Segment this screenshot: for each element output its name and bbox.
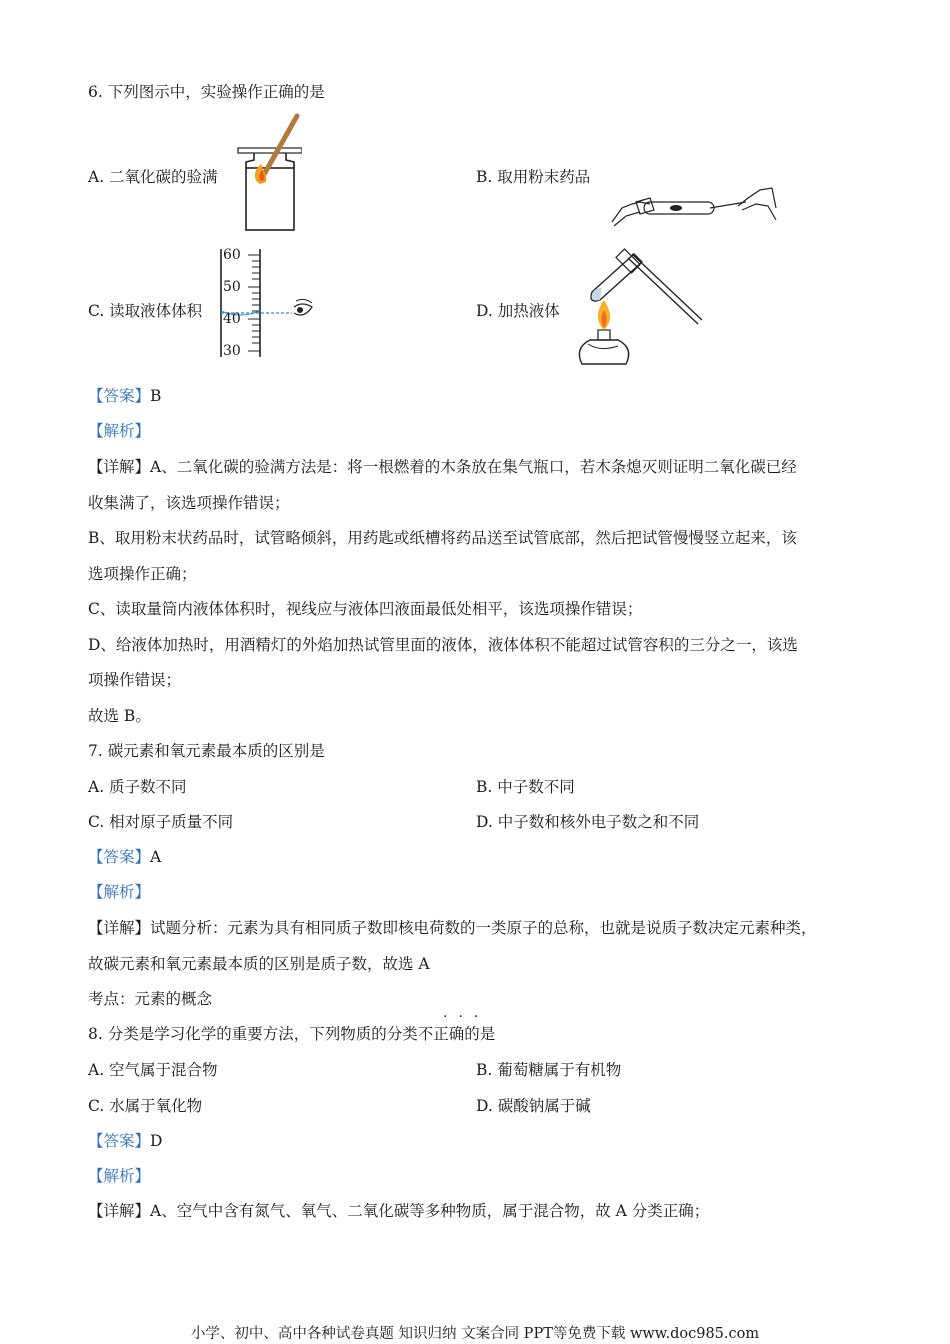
q8-option-d: D. 碳酸钠属于碱 <box>476 1097 591 1115</box>
q7-answer <box>88 847 161 867</box>
q6-option-a: A. 二氧化碳的验满 <box>88 168 218 186</box>
answer-tag: 【答案】 <box>88 1132 151 1150</box>
detail-text: A、空气中含有氮气、氧气、二氧化碳等多种物质，属于混合物，故 A 分类正确； <box>150 1202 710 1220</box>
q6-detail-line: 故选 B。 <box>88 707 151 725</box>
q6-detail-line: 选项操作正确； <box>88 565 197 583</box>
test-tube-powder-figure <box>610 180 780 230</box>
q8-detail-line <box>88 1201 709 1221</box>
answer-value: D <box>150 1132 163 1150</box>
q8-stem: 8. 分类是学习化学的重要方法，下列物质的分类不正确的是 <box>88 1025 496 1043</box>
graduated-cylinder-figure <box>218 245 328 363</box>
q7-option-d: D. 中子数和核外电子数之和不同 <box>476 813 700 831</box>
q8-option-c: C. 水属于氧化物 <box>88 1097 203 1115</box>
q7-detail-line: 考点：元素的概念 <box>88 990 213 1008</box>
emphasis-dots: ··· <box>443 1009 490 1025</box>
q8-option-b: B. 葡萄糖属于有机物 <box>476 1061 622 1079</box>
q7-detail-line <box>88 918 817 938</box>
q7-option-c: C. 相对原子质量不同 <box>88 813 234 831</box>
q8-answer <box>88 1131 162 1151</box>
detail-text: A、二氧化碳的验满方法是：将一根燃着的木条放在集气瓶口，若木条熄灭则证明二氧化碳已经 <box>150 458 797 476</box>
detail-tag: 【详解】 <box>88 458 151 476</box>
alcohol-lamp-figure <box>570 248 710 368</box>
detail-text: 试题分析：元素为具有相同质子数即核电荷数的一类原子的总称，也就是说质子数决定元素种类， <box>150 919 817 937</box>
q7-option-b: B. 中子数不同 <box>476 778 575 796</box>
q6-analysis-tag: 【解析】 <box>88 422 151 440</box>
q7-option-a: A. 质子数不同 <box>88 778 187 796</box>
detail-tag: 【详解】 <box>88 919 151 937</box>
q6-option-c: C. 读取液体体积 <box>88 302 203 320</box>
q6-detail-line: C、读取量筒内液体体积时，视线应与液体凹液面最低处相平，该选项操作错误； <box>88 600 643 618</box>
q7-stem: 7. 碳元素和氧元素最本质的区别是 <box>88 742 325 760</box>
q6-option-b: B. 取用粉末药品 <box>476 168 591 186</box>
cylinder-tick-40: 40 <box>223 311 241 327</box>
gas-jar-figure <box>232 112 302 234</box>
q8-option-a: A. 空气属于混合物 <box>88 1061 218 1079</box>
answer-value: B <box>150 387 162 405</box>
answer-tag: 【答案】 <box>88 387 151 405</box>
q6-detail-line <box>88 457 797 477</box>
cylinder-tick-30: 30 <box>223 343 241 359</box>
q7-detail-line: 故碳元素和氧元素最本质的区别是质子数，故选 A <box>88 955 430 973</box>
q6-detail-line: B、取用粉末状药品时，试管略倾斜，用药匙或纸槽将药品送至试管底部，然后把试管慢慢竖立起来，该 <box>88 529 797 547</box>
q6-option-d: D. 加热液体 <box>476 302 560 320</box>
detail-tag: 【详解】 <box>88 1202 151 1220</box>
q6-answer <box>88 386 161 406</box>
answer-tag: 【答案】 <box>88 848 151 866</box>
cylinder-tick-50: 50 <box>223 279 241 295</box>
q6-detail-line: D、给液体加热时，用酒精灯的外焰加热试管里面的液体，液体体积不能超过试管容积的三分之一，该选 <box>88 636 798 654</box>
cylinder-tick-60: 60 <box>223 247 241 263</box>
q7-analysis-tag: 【解析】 <box>88 883 151 901</box>
q6-detail-line: 项操作错误； <box>88 671 182 689</box>
q6-stem: 6. 下列图示中，实验操作正确的是 <box>88 83 325 101</box>
answer-value: A <box>150 848 162 866</box>
page-footer: 小学、初中、高中各种试卷真题 知识归纳 文案合同 PPT等免费下载 www.doc985.com <box>190 1326 760 1342</box>
q6-detail-line: 收集满了，该选项操作错误； <box>88 494 290 512</box>
q8-analysis-tag: 【解析】 <box>88 1167 151 1185</box>
